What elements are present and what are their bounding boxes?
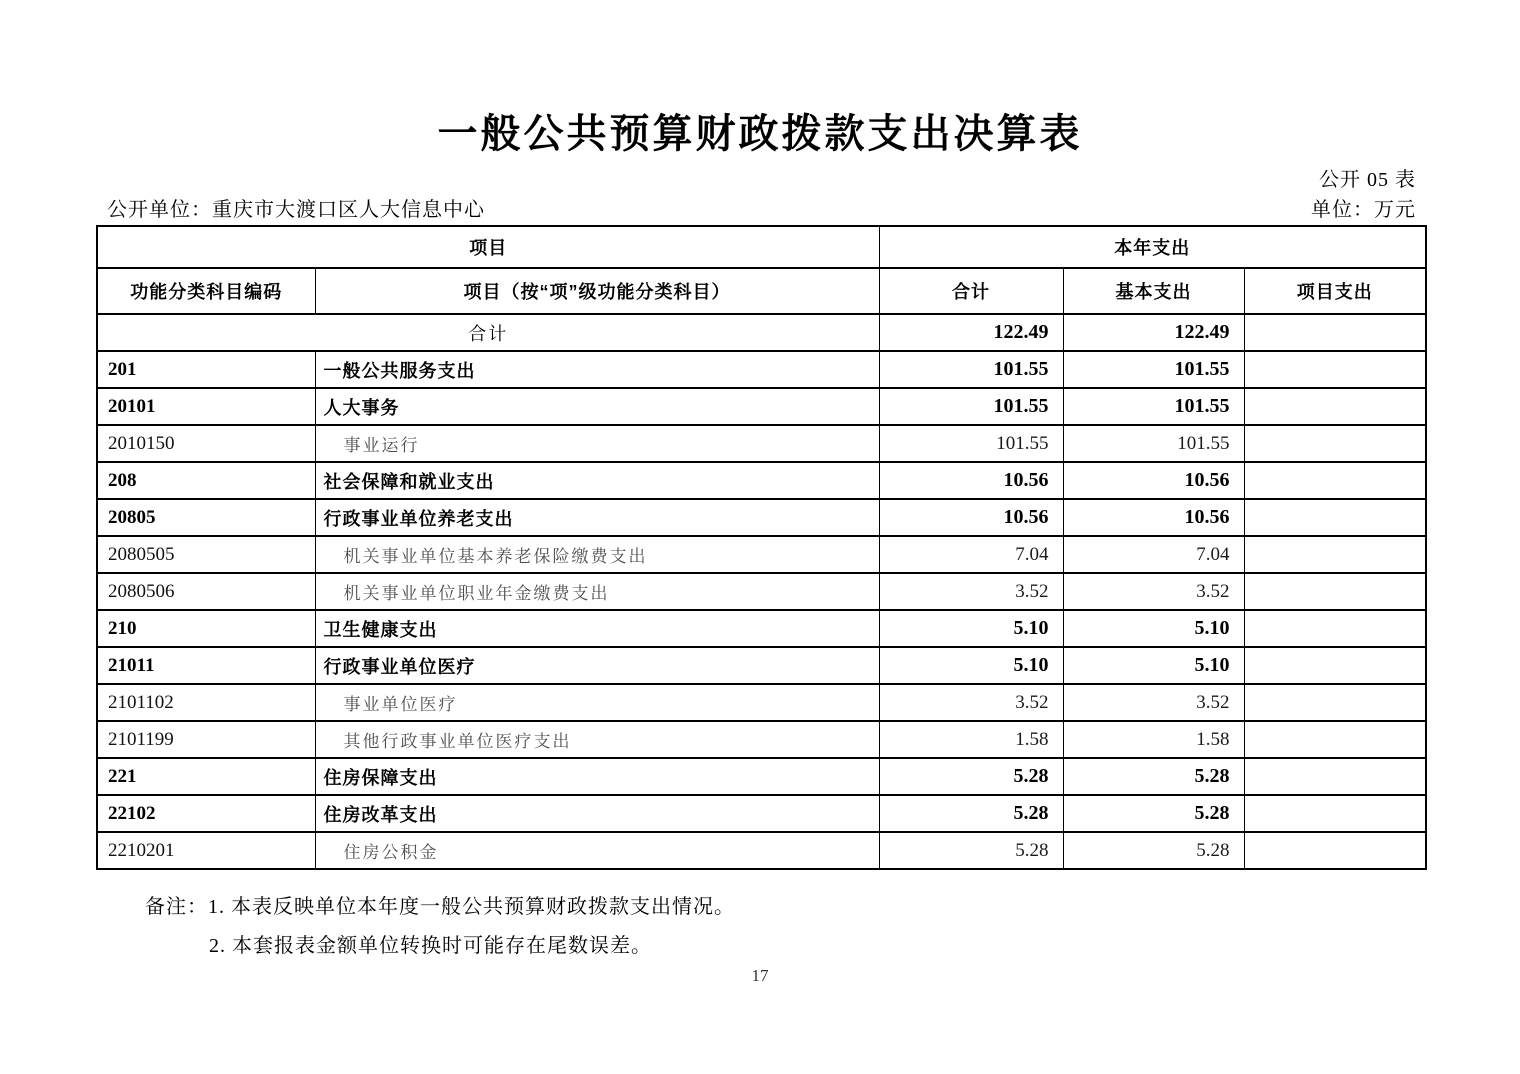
row-code: 2210201 — [97, 832, 315, 869]
unit-label: 单位：万元 — [1311, 199, 1416, 221]
table-row — [97, 573, 1426, 610]
table-row — [97, 647, 1426, 684]
table-row — [97, 684, 1426, 721]
header-col-basic: 基本支出 — [1063, 268, 1244, 314]
row-basic-value: 122.49 — [1063, 314, 1244, 351]
row-project-value — [1244, 314, 1426, 351]
row-code: 210 — [97, 610, 315, 647]
row-basic-value: 3.52 — [1063, 684, 1244, 721]
row-total-value: 101.55 — [879, 425, 1063, 462]
row-code: 2010150 — [97, 425, 315, 462]
row-project-value — [1244, 647, 1426, 684]
table-row — [97, 721, 1426, 758]
row-item-label: 住房保障支出 — [315, 758, 879, 795]
note-line-1: 备注：1. 本表反映单位本年度一般公共预算财政拨款支出情况。 — [145, 896, 735, 918]
header-group-expenditure: 本年支出 — [879, 226, 1426, 268]
table-row — [97, 536, 1426, 573]
row-basic-value: 5.28 — [1063, 758, 1244, 795]
table-row — [97, 795, 1426, 832]
note-line-2: 2. 本套报表金额单位转换时可能存在尾数误差。 — [209, 935, 652, 957]
row-item-label: 行政事业单位医疗 — [315, 647, 879, 684]
row-code: 21011 — [97, 647, 315, 684]
table-row — [97, 499, 1426, 536]
row-project-value — [1244, 499, 1426, 536]
row-basic-value: 101.55 — [1063, 425, 1244, 462]
table-row — [97, 425, 1426, 462]
row-total-value: 5.10 — [879, 610, 1063, 647]
table-row — [97, 314, 1426, 351]
table-row — [97, 388, 1426, 425]
row-total-value: 7.04 — [879, 536, 1063, 573]
table-row — [97, 610, 1426, 647]
row-basic-value: 3.52 — [1063, 573, 1244, 610]
row-project-value — [1244, 610, 1426, 647]
row-project-value — [1244, 721, 1426, 758]
row-basic-value: 1.58 — [1063, 721, 1244, 758]
row-total-value: 3.52 — [879, 573, 1063, 610]
row-basic-value: 5.28 — [1063, 795, 1244, 832]
table-row — [97, 351, 1426, 388]
row-item-label: 卫生健康支出 — [315, 610, 879, 647]
row-basic-value: 7.04 — [1063, 536, 1244, 573]
row-total-value: 5.28 — [879, 758, 1063, 795]
row-code: 201 — [97, 351, 315, 388]
row-total-value: 122.49 — [879, 314, 1063, 351]
row-project-value — [1244, 758, 1426, 795]
row-project-value — [1244, 795, 1426, 832]
header-group-item: 项目 — [97, 226, 879, 268]
row-item-label: 住房改革支出 — [315, 795, 879, 832]
header-col-code: 功能分类科目编码 — [97, 268, 315, 314]
row-item-label: 社会保障和就业支出 — [315, 462, 879, 499]
header-col-total: 合计 — [879, 268, 1063, 314]
row-project-value — [1244, 388, 1426, 425]
row-code: 208 — [97, 462, 315, 499]
row-item-label: 一般公共服务支出 — [315, 351, 879, 388]
row-basic-value: 10.56 — [1063, 499, 1244, 536]
row-code: 221 — [97, 758, 315, 795]
row-item-label: 其他行政事业单位医疗支出 — [315, 721, 879, 758]
row-project-value — [1244, 684, 1426, 721]
page-number: 17 — [751, 966, 769, 985]
table-row — [97, 462, 1426, 499]
row-project-value — [1244, 536, 1426, 573]
row-item-label: 事业单位医疗 — [315, 684, 879, 721]
row-project-value — [1244, 351, 1426, 388]
page-title: 一般公共预算财政拨款支出决算表 — [437, 112, 1083, 156]
row-basic-value: 5.10 — [1063, 647, 1244, 684]
row-item-label: 机关事业单位职业年金缴费支出 — [315, 573, 879, 610]
row-total-value: 101.55 — [879, 388, 1063, 425]
row-code: 20805 — [97, 499, 315, 536]
notes — [145, 888, 735, 966]
row-item-label: 机关事业单位基本养老保险缴费支出 — [315, 536, 879, 573]
row-code: 2101199 — [97, 721, 315, 758]
table-header-columns-row — [97, 268, 1426, 314]
table-row — [97, 758, 1426, 795]
row-total-value: 5.28 — [879, 832, 1063, 869]
row-code: 2080505 — [97, 536, 315, 573]
header-col-project: 项目支出 — [1244, 268, 1426, 314]
row-code: 22102 — [97, 795, 315, 832]
row-project-value — [1244, 573, 1426, 610]
row-item-label: 事业运行 — [315, 425, 879, 462]
table-row — [97, 832, 1426, 869]
row-total-value: 3.52 — [879, 684, 1063, 721]
row-code: 2080506 — [97, 573, 315, 610]
row-item-label: 合计 — [97, 314, 879, 351]
row-total-value: 101.55 — [879, 351, 1063, 388]
row-total-value: 5.28 — [879, 795, 1063, 832]
row-code: 20101 — [97, 388, 315, 425]
row-item-label: 住房公积金 — [315, 832, 879, 869]
row-basic-value: 5.10 — [1063, 610, 1244, 647]
row-item-label: 人大事务 — [315, 388, 879, 425]
row-total-value: 5.10 — [879, 647, 1063, 684]
row-basic-value: 10.56 — [1063, 462, 1244, 499]
row-basic-value: 101.55 — [1063, 388, 1244, 425]
row-code: 2101102 — [97, 684, 315, 721]
row-item-label: 行政事业单位养老支出 — [315, 499, 879, 536]
table-header-group-row — [97, 226, 1426, 268]
publisher-label: 公开单位：重庆市大渡口区人大信息中心 — [107, 199, 485, 221]
row-basic-value: 101.55 — [1063, 351, 1244, 388]
row-total-value: 10.56 — [879, 462, 1063, 499]
header-col-item: 项目（按“项”级功能分类科目） — [315, 268, 879, 314]
row-project-value — [1244, 425, 1426, 462]
row-basic-value: 5.28 — [1063, 832, 1244, 869]
budget-table — [96, 225, 1427, 870]
row-total-value: 10.56 — [879, 499, 1063, 536]
form-number-label: 公开 05 表 — [1319, 169, 1416, 191]
row-total-value: 1.58 — [879, 721, 1063, 758]
row-project-value — [1244, 832, 1426, 869]
row-project-value — [1244, 462, 1426, 499]
